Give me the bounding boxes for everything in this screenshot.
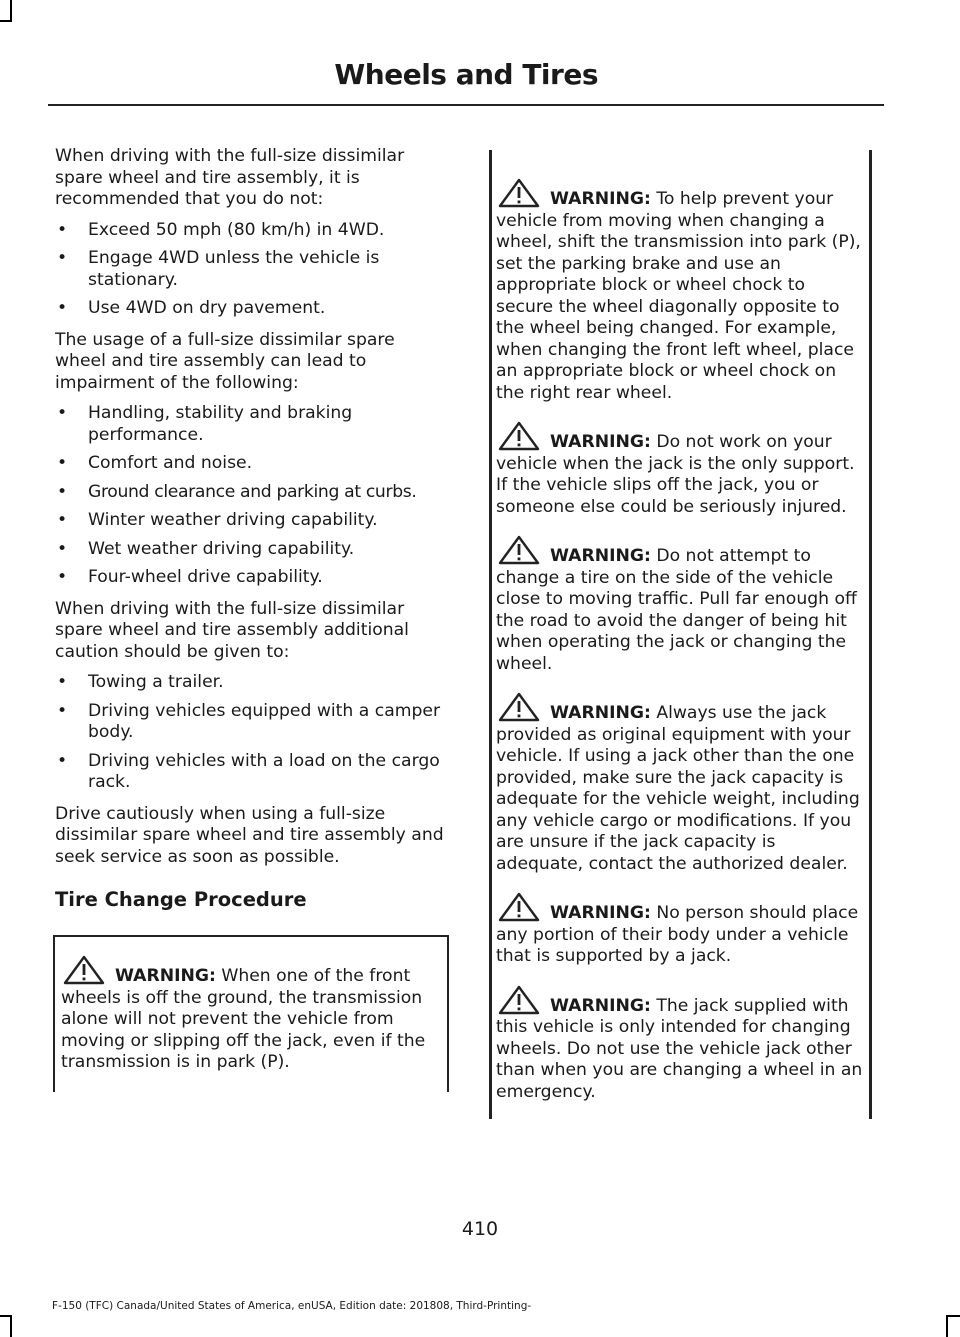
bullet: •	[57, 481, 67, 502]
list-item: • Comfort and noise.	[57, 453, 253, 473]
list-item: • Engage 4WD unless the vehicle is stationary.	[57, 248, 380, 290]
list-item: • Towing a trailer.	[57, 672, 224, 692]
list-item: • Wet weather driving capability.	[57, 538, 355, 559]
warning-label: WARNING:	[550, 432, 651, 452]
warning-text: WARNING: The jack supplied with this vehicle is only intended for changing wheels. Do not use the vehicle jack other than when you are changing a wheel in an emergency.	[496, 985, 865, 1104]
bullet: •	[57, 567, 68, 587]
warning-text: WARNING: When one of the front wheels is off the ground, the transmission alone will not prevent the vehicle from moving or slipping off the jack, even if the transmission is in park (P).	[61, 955, 441, 1074]
list-item: • Winter weather driving capability.	[57, 510, 378, 530]
footer-text: F-150 (TFC) Canada/United States of America, enUSA, Edition date: 201808, Third-Printing-	[52, 1300, 532, 1312]
bullet: •	[57, 538, 68, 559]
warning-box	[53, 935, 449, 1092]
warning-text: WARNING: Always use the jack provided as original equipment with your vehicle. If using a jack other than the one provided, make sure the jack capacity is adequate for the vehicle weight, including any vehicle cargo or modifications. If you are unsure if the jack capacity is adequate, contact the authorized dealer.	[496, 692, 865, 875]
service-paragraph: Drive cautiously when using a full-size dissimilar spare wheel and tire assembly and seek service as soon as possible.	[55, 803, 444, 867]
intro-paragraph: When driving with the full-size dissimilar spare wheel and tire assembly, it is recommended that you do not:	[55, 146, 405, 209]
warning-triangle-icon	[61, 955, 107, 985]
bullet: •	[57, 219, 68, 240]
warning-text: WARNING: To help prevent your vehicle from moving when changing a wheel, shift the transmission into park (P), set the parking brake and use an appropriate block or wheel chock to secure the wheel diagonally opposite to the wheel being changed. For example, when changing the front left wheel, place an appropriate block or wheel chock on the right rear wheel.	[496, 178, 865, 404]
warning-label: WARNING:	[550, 903, 651, 923]
page-number: 410	[461, 1218, 499, 1240]
bullet: •	[57, 298, 68, 318]
caution-paragraph: When driving with the full-size dissimilar spare wheel and tire assembly additional caution should be given to:	[55, 598, 409, 662]
list-item: • Use 4WD on dry pavement.	[57, 298, 326, 318]
impairment-list	[55, 403, 447, 589]
bullet: •	[57, 248, 68, 268]
warning-label: WARNING:	[550, 189, 651, 209]
warning-text: WARNING: Do not work on your vehicle when the jack is the only support. If the vehicle slips off the jack, you or someone else could be seriously injured.	[496, 421, 865, 518]
caution-list	[55, 672, 447, 794]
list-item: • Driving vehicles equipped with a camper body.	[57, 700, 441, 742]
warning-label: WARNING:	[550, 546, 651, 566]
crop-mark	[10, 1315, 12, 1337]
avoid-list	[55, 220, 447, 320]
right-column	[492, 150, 872, 1119]
warning-triangle-icon	[496, 535, 542, 565]
header-rule	[48, 104, 884, 106]
list-item: • Exceed 50 mph (80 km/h) in 4WD.	[57, 219, 385, 240]
warning-triangle-icon	[496, 985, 542, 1015]
list-item: • Four-wheel drive capability.	[57, 567, 323, 587]
left-column	[55, 146, 447, 1092]
warning-text: WARNING: Do not attempt to change a tire on the side of the vehicle close to moving traffic. Pull far enough off the road to avoid the danger of being hit when operating the jack or changing the wheel.	[496, 535, 865, 675]
list-item: • Ground clearance and parking at curbs.	[57, 481, 417, 502]
warning-triangle-icon	[496, 178, 542, 208]
crop-mark	[0, 20, 12, 22]
bullet: •	[57, 453, 68, 473]
right-border-left	[489, 150, 492, 1119]
bullet: •	[57, 672, 68, 692]
crop-mark	[946, 1315, 960, 1317]
section-heading: Tire Change Procedure	[55, 888, 307, 911]
bullet: •	[57, 750, 68, 771]
crop-mark	[0, 1315, 12, 1317]
bullet: •	[57, 403, 68, 423]
list-item: • Handling, stability and braking performance.	[57, 403, 353, 445]
warning-stack	[492, 150, 872, 1119]
warning-label: WARNING:	[550, 995, 651, 1016]
crop-mark	[946, 1315, 948, 1337]
warning-text: WARNING: No person should place any portion of their body under a vehicle that is supported by a jack.	[496, 892, 865, 968]
bullet: •	[57, 510, 68, 530]
bullet: •	[57, 700, 68, 721]
warning-label: WARNING:	[115, 966, 216, 986]
warning-triangle-icon	[496, 692, 542, 722]
crop-mark	[10, 0, 12, 22]
page-title: Wheels and Tires	[334, 58, 598, 91]
impairment-paragraph: The usage of a full-size dissimilar spare wheel and tire assembly can lead to impairment of the following:	[55, 329, 395, 393]
list-item: • Driving vehicles with a load on the cargo rack.	[57, 750, 440, 792]
warning-label: WARNING:	[550, 703, 651, 723]
warning-triangle-icon	[496, 421, 542, 451]
warning-triangle-icon	[496, 892, 542, 922]
